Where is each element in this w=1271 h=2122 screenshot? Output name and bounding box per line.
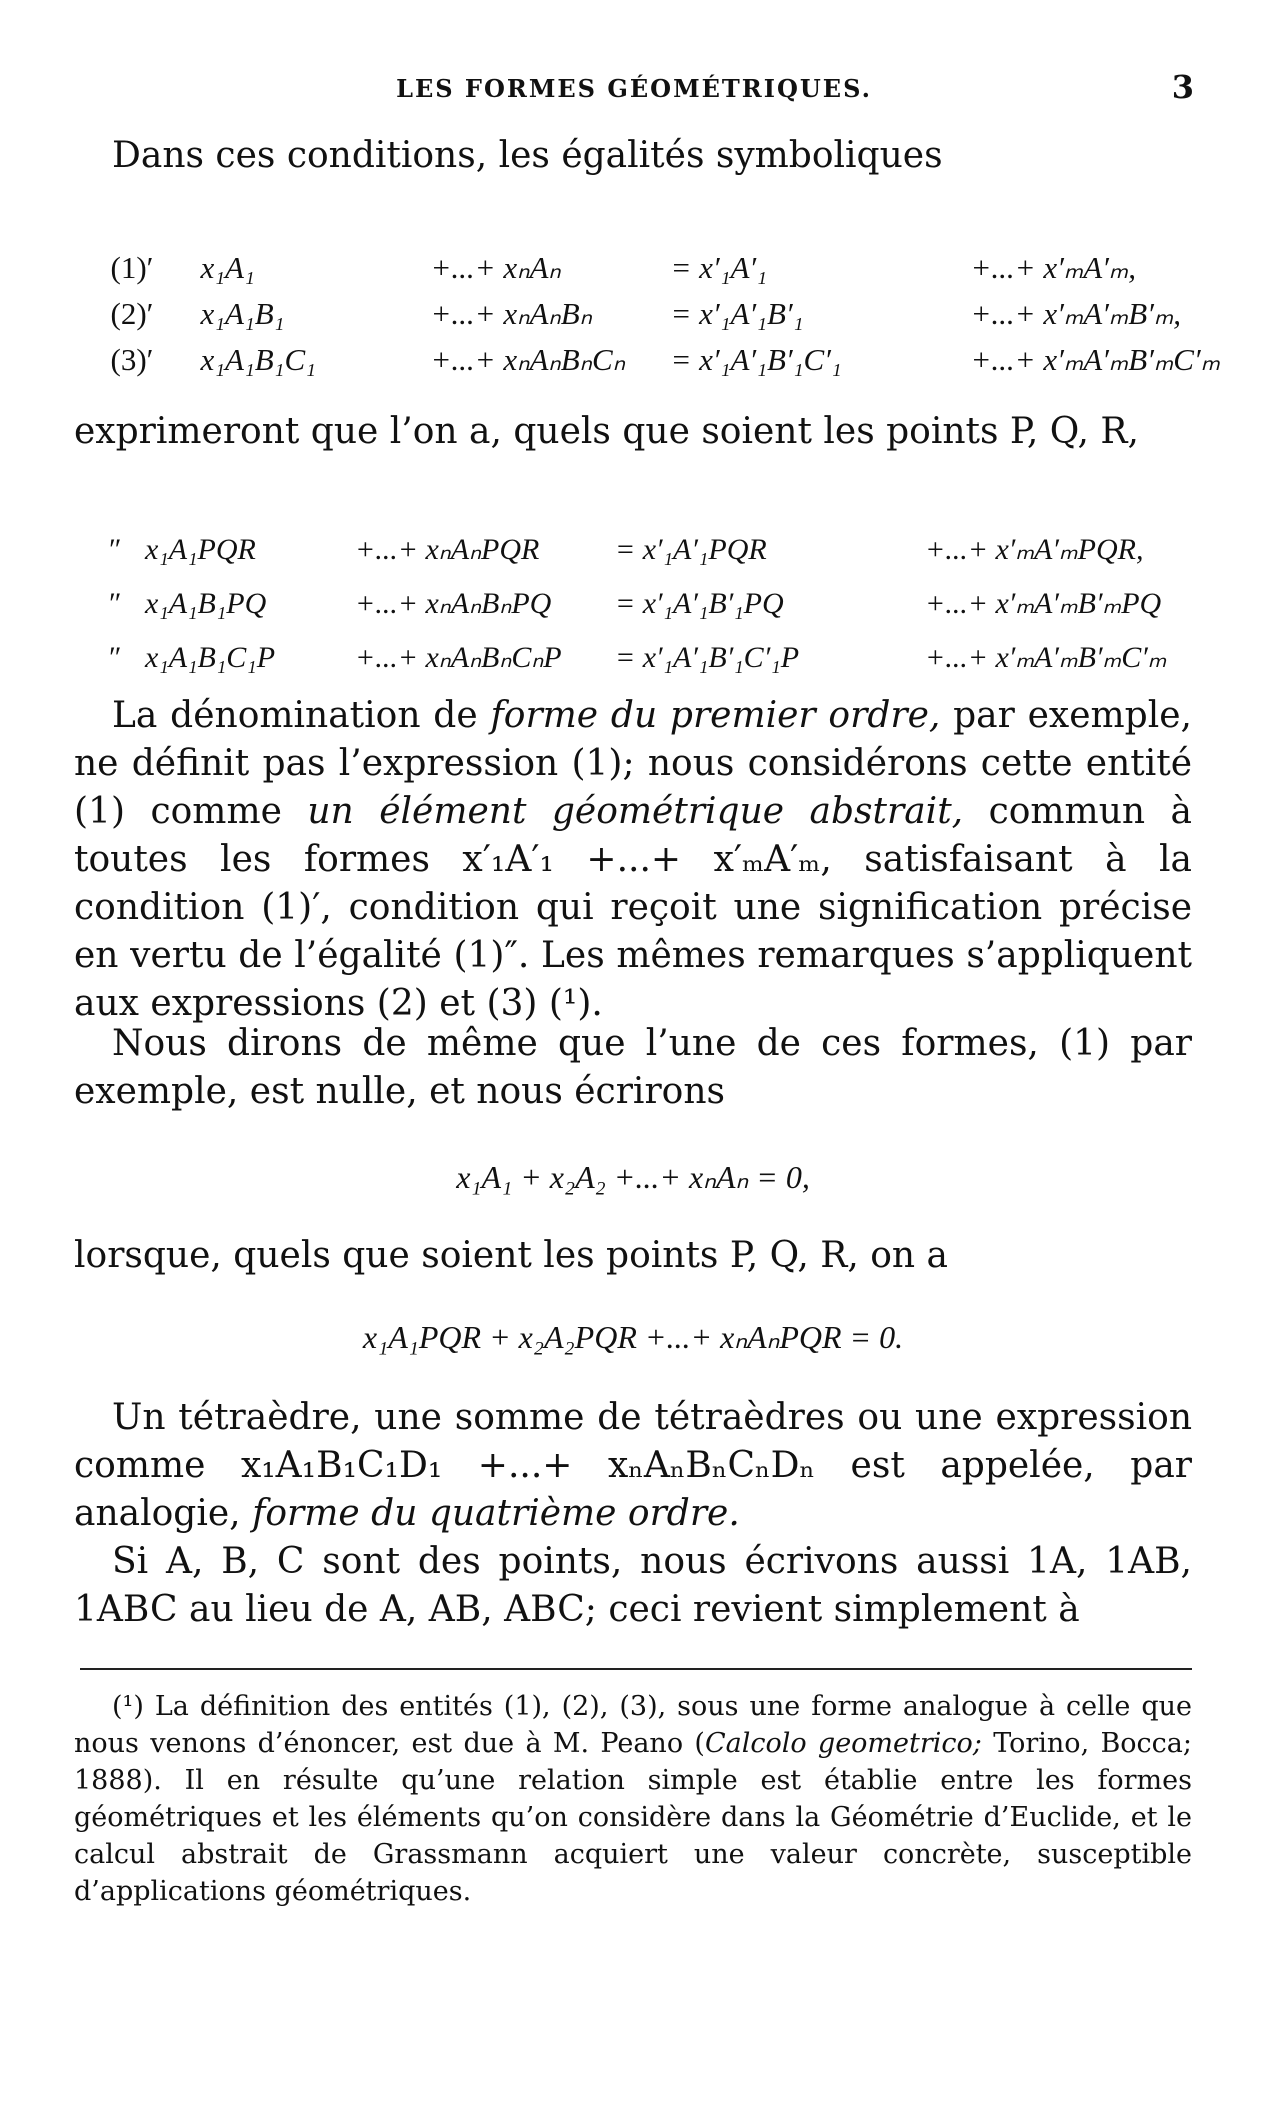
intro-line: Dans ces conditions, les égalités symboliques: [112, 135, 943, 176]
equation-label: (3)′: [110, 342, 154, 377]
equation-term: +...+ x′ₘA′ₘB′ₘPQ: [925, 587, 1162, 620]
lorsque-line: lorsque, quels que soient les points P, Q, R, on a: [74, 1235, 949, 1276]
equation-term: = x′₁A′₁: [670, 250, 767, 285]
equation-term: +...+ x′ₘA′ₘB′ₘC′ₘ: [970, 342, 1221, 377]
paragraph-forme-premier-ordre: [74, 692, 1192, 1028]
equation-term: x₁A₁PQR: [145, 533, 256, 566]
paragraph-points: Si A, B, C sont des points, nous écrivons aussi 1A, 1AB, 1ABC au lieu de A, AB, ABC; ceci revient simplement à: [74, 1541, 1192, 1630]
equation-null: x₁A₁ + x₂A₂ +...+ xₙAₙ = 0,: [456, 1159, 810, 1195]
equation-term: = x′₁A′₁PQR: [615, 533, 767, 566]
equation-term: x₁A₁B₁PQ: [145, 587, 267, 620]
paragraph-italic: forme du quatrième ordre.: [252, 1493, 740, 1534]
equation-term: x₁A₁B₁: [200, 296, 285, 331]
equation-term: = x′₁A′₁B′₁: [670, 296, 804, 331]
equation-label: (1)′: [110, 250, 154, 285]
equation-term: x₁A₁B₁C₁P: [145, 641, 276, 674]
equation-term: +...+ x′ₘA′ₘB′ₘ,: [970, 296, 1182, 331]
paragraph-text: par exemple, ne définit pas l’expression (1); nous considérons cette entité (1) comme: [74, 695, 1192, 832]
page-number: 3: [1171, 68, 1194, 106]
paragraph-text: Un tétraèdre, une somme de tétraèdres ou une expression comme x₁A₁B₁C₁D₁ +...+ xₙAₙBₙCₙDₙ est appelée, par analogie,: [74, 1397, 1192, 1534]
equation-term: = x′₁A′₁B′₁PQ: [615, 587, 784, 620]
equation-term: +...+ x′ₘA′ₘ,: [970, 250, 1136, 285]
paragraph-quatrieme-ordre: [74, 1394, 1192, 1538]
equation-term: x₁A₁: [200, 250, 255, 285]
equation-label: ″: [109, 641, 122, 674]
equation-term: +...+ xₙAₙBₙCₙ: [430, 342, 626, 377]
footnote-text: Torino, Bocca; 1888). Il en résulte qu’une relation simple est établie entre les formes géométriques et les éléments qu’on considère dans la Géométrie d’Euclide, et le calcul abstrait de Grassmann acquiert une valeur concrète, susceptible d’applications géométriques.: [74, 1728, 1192, 1907]
paragraph-italic: forme du premier ordre,: [490, 695, 941, 736]
equation-term: +...+ x′ₘA′ₘB′ₘC′ₘ: [925, 641, 1167, 674]
equation-term: +...+ x′ₘA′ₘPQR,: [925, 533, 1144, 566]
equation-term: +...+ xₙAₙ: [430, 250, 561, 285]
paragraph-text: La dénomination de: [112, 695, 491, 736]
equation-term: +...+ xₙAₙBₙ: [430, 296, 593, 331]
equation-term: +...+ xₙAₙBₙCₙP: [355, 641, 562, 674]
running-title: LES FORMES GÉOMÉTRIQUES.: [396, 74, 872, 103]
equation-term: = x′₁A′₁B′₁C′₁P: [615, 641, 800, 674]
equation-term: +...+ xₙAₙPQR: [355, 533, 540, 566]
equation-pqr-null: x₁A₁PQR + x₂A₂PQR +...+ xₙAₙPQR = 0.: [362, 1319, 904, 1355]
equation-term: +...+ xₙAₙBₙPQ: [355, 587, 552, 620]
footnote-text: (¹) La définition des entités (1), (2), (3), sous une forme analogue à celle que nous venons d’énoncer, est due à M. Peano (: [74, 1691, 1192, 1759]
equation-term: x₁A₁B₁C₁: [200, 342, 316, 377]
equation-label: ″: [109, 587, 122, 620]
paragraph-text: commun à toutes les formes x′₁A′₁ +...+ x′ₘA′ₘ, satisfaisant à la condition (1)′, condition qui reçoit une signification précise en vertu de l’égalité (1)″. Les mêmes remarques s’appliquent aux expressions (2) et (3) (¹).: [74, 791, 1192, 1024]
equation-label: ″: [109, 533, 122, 566]
equation-term: = x′₁A′₁B′₁C′₁: [670, 342, 842, 377]
footnote-italic: Calcolo geometrico;: [704, 1728, 982, 1759]
paragraph-italic: un élément géométrique abstrait,: [307, 791, 964, 832]
equation-label: (2)′: [110, 296, 154, 331]
page-header: [74, 68, 1194, 114]
footnote-rule: [80, 1668, 1192, 1670]
express-line: exprimeront que l’on a, quels que soient les points P, Q, R,: [74, 411, 1139, 452]
equation-row: [64, 306, 1251, 414]
paragraph-forme-nulle: Nous dirons de même que l’une de ces formes, (1) par exemple, est nulle, et nous écrirons: [74, 1023, 1192, 1112]
footnote: [74, 1688, 1192, 1910]
